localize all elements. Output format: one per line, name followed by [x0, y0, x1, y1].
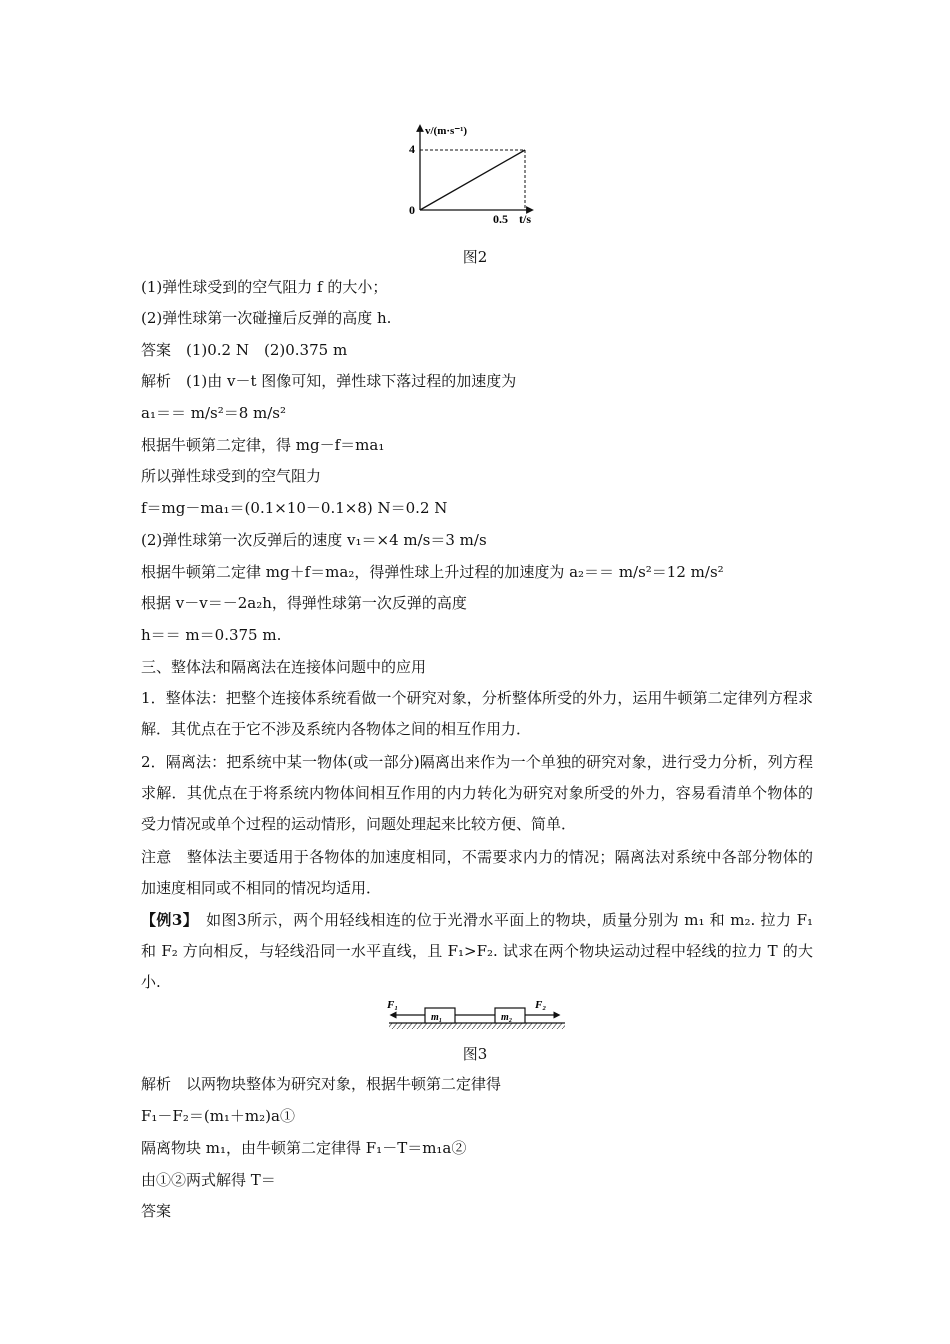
x-tick-label: 0.5: [493, 212, 508, 226]
final-answer: 答案: [141, 1202, 172, 1220]
x-axis-label: t/s: [519, 212, 531, 226]
analysis-1: 解析 (1)由 v－t 图像可知，弹性球下落过程的加速度为: [141, 372, 517, 390]
blocks-diagram: [383, 998, 573, 1034]
air-resistance-line: 所以弹性球受到的空气阻力: [141, 467, 322, 485]
velocity-line: [420, 150, 525, 210]
equation-1: F₁－F₂＝(m₁＋m₂)a①: [141, 1107, 295, 1125]
figure2-caption: 图2: [462, 248, 488, 266]
equation-f: f＝mg－ma₁＝(0.1×10－0.1×8) N＝0.2 N: [141, 499, 448, 517]
solution-result: 由①②两式解得 T＝: [141, 1171, 276, 1189]
paragraph-whole-method: 1．整体法：把整个连接体系统看做一个研究对象，分析整体所受的外力，运用牛顿第二定律列方程求解．其优点在于它不涉及系统内各物体之间的相互作用力．: [141, 689, 813, 738]
y-tick-label: 4: [409, 142, 415, 156]
answer: 答案 (1)0.2 N (2)0.375 m: [141, 341, 348, 359]
y-axis-label: v/(m·s⁻¹): [425, 125, 468, 137]
rebound-height-line: 根据 v－v＝－2a₂h，得弹性球第一次反弹的高度: [141, 594, 467, 612]
paragraph-note: 注意 整体法主要适用于各物体的加速度相同，不需要求内力的情况；隔离法对系统中各部分物体的加速度相同或不相同的情况均适用．: [141, 848, 813, 897]
question-1: (1)弹性球受到的空气阻力 f 的大小；: [141, 278, 388, 296]
vt-graph: [395, 120, 555, 230]
origin-label: 0: [409, 203, 415, 217]
rebound-velocity-line: (2)弹性球第一次反弹后的速度 v₁＝×4 m/s＝3 m/s: [141, 531, 487, 549]
f2-label: F₂: [535, 999, 547, 1011]
section-heading: 三、整体法和隔离法在连接体问题中的应用: [141, 658, 427, 676]
m1-label: m₁: [431, 1012, 443, 1023]
solution-1: 解析 以两物块整体为研究对象，根据牛顿第二定律得: [141, 1075, 502, 1093]
paragraph-isolation-method: 2．隔离法：把系统中某一物体(或一部分)隔离出来作为一个单独的研究对象，进行受力分析，列方程求解．其优点在于将系统内物体间相互作用的内力转化为研究对象所受的外力，容易看清单个物体的受力情况或单个过程的运动情形，问题处理起来比较方便、简单．: [141, 753, 813, 833]
equation-a1: a₁＝＝ m/s²＝8 m/s²: [141, 404, 287, 422]
paragraph-example-3: [141, 905, 813, 998]
question-2: (2)弹性球第一次碰撞后反弹的高度 h.: [141, 309, 392, 327]
example-text: 如图3所示，两个用轻线相连的位于光滑水平面上的物块，质量分别为 m₁ 和 m₂. 拉力 F₁ 和 F₂ 方向相反，与轻线沿同一水平直线，且 F₁>F₂. 试求在两个物块运动过程中轻线的拉力 T 的大小.: [141, 911, 813, 991]
newton-law-a2-line: 根据牛顿第二定律 mg＋f＝ma₂，得弹性球上升过程的加速度为 a₂＝＝ m/s²＝12 m/s²: [141, 563, 724, 581]
m2-label: m₂: [501, 1012, 513, 1023]
ground-hatch: [389, 1023, 565, 1029]
newton-law-line: 根据牛顿第二定律，得 mg－f＝ma₁: [141, 436, 385, 454]
equation-2: 隔离物块 m₁，由牛顿第二定律得 F₁－T＝m₁a②: [141, 1139, 467, 1157]
f1-label: F₁: [387, 999, 399, 1011]
example-tag: 【例3】: [141, 911, 191, 929]
figure3-caption: 图3: [462, 1045, 488, 1063]
equation-h: h＝＝ m＝0.375 m.: [141, 626, 282, 644]
